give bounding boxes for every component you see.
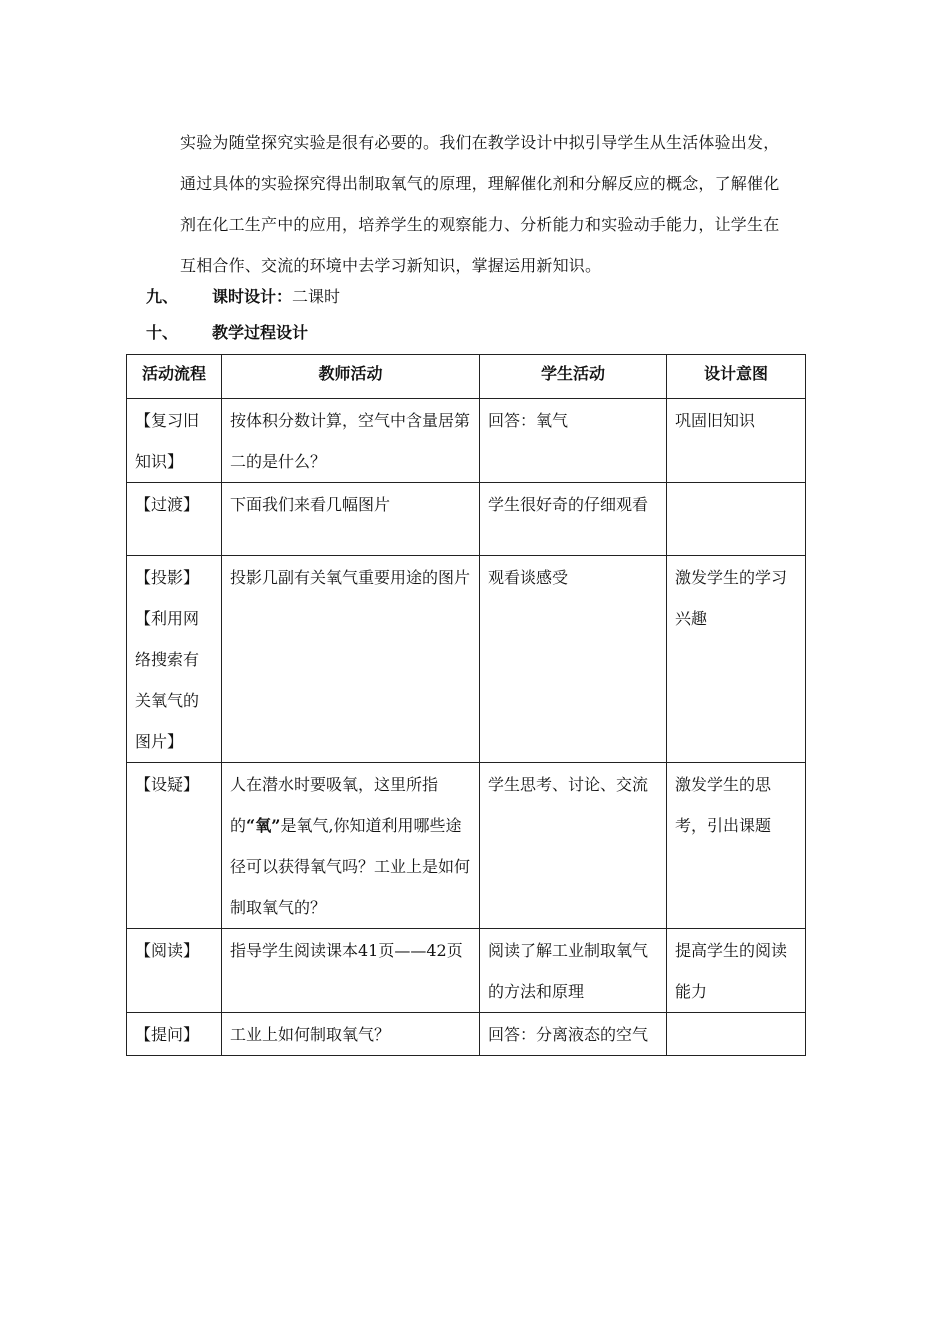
flow-cell [127,929,222,1013]
teacher-cell: 下面我们来看几幅图片 [222,483,480,556]
header-cell: 教师活动 [222,355,480,399]
header-cell: 设计意图 [667,355,806,399]
table-row [127,763,806,929]
table-row [127,556,806,763]
teacher-cell: 指导学生阅读课本41页——42页 [222,929,480,1013]
teacher-quote: “氧” [246,816,281,835]
flow-text: 【提问】 [135,1025,200,1044]
section-heading-nine [146,287,340,307]
flow-text: 知识】 [135,452,184,471]
table-row [127,483,806,556]
student-cell: 阅读了解工业制取氧气的方法和原理 [480,929,667,1013]
student-cell: 回答：分离液态的空气 [480,1013,667,1056]
intro-paragraph [180,122,820,286]
intent-cell [667,483,806,556]
intent-cell: 巩固旧知识 [667,399,806,483]
flow-text: 图片】 [135,732,184,751]
flow-text: 络搜索有 [135,650,200,669]
teacher-text: 人在潜水时要吸氧，这里所指的 [230,775,439,835]
table-row [127,399,806,483]
flow-cell [127,556,222,763]
intent-cell [667,1013,806,1056]
intro-line: 互相合作、交流的环境中去学习新知识，掌握运用新知识。 [180,256,602,275]
flow-text: 关氧气的 [135,691,200,710]
header-cell: 活动流程 [127,355,222,399]
intent-cell: 激发学生的思考，引出课题 [667,763,806,929]
intro-line: 通过具体的实验探究得出制取氧气的原理，理解催化剂和分解反应的概念，了解催化 [180,174,780,193]
teacher-cell: 工业上如何制取氧气？ [222,1013,480,1056]
student-cell: 观看谈感受 [480,556,667,763]
table-row [127,1013,806,1056]
teacher-cell: 按体积分数计算，空气中含量居第二的是什么？ [222,399,480,483]
flow-text: 【利用网 [135,609,200,628]
section-number: 九、 [146,287,179,306]
teacher-cell [222,763,480,929]
table-row [127,929,806,1013]
intent-cell: 激发学生的学习兴趣 [667,556,806,763]
section-heading-ten [146,323,308,343]
flow-cell [127,763,222,929]
teacher-cell: 投影几副有关氧气重要用途的图片 [222,556,480,763]
intent-cell: 提高学生的阅读能力 [667,929,806,1013]
flow-text: 【复习旧 [135,411,200,430]
section-value: 二课时 [292,287,341,306]
student-cell: 回答：氧气 [480,399,667,483]
flow-text: 【过渡】 [135,495,200,514]
flow-cell [127,483,222,556]
student-cell: 学生很好奇的仔细观看 [480,483,667,556]
flow-text: 【设疑】 [135,775,200,794]
flow-text: 【阅读】 [135,941,200,960]
intro-line: 实验为随堂探究实验是很有必要的。我们在教学设计中拟引导学生从生活体验出发， [180,133,780,152]
flow-cell [127,1013,222,1056]
teacher-text: 是氧气,你知道利用哪些途径可以获得氧气吗？工业上是如何制取氧气的？ [230,816,471,917]
teaching-process-table [126,354,806,1056]
flow-text: 【投影】 [135,568,200,587]
student-cell: 学生思考、讨论、交流 [480,763,667,929]
intro-line: 剂在化工生产中的应用，培养学生的观察能力、分析能力和实验动手能力，让学生在 [180,215,780,234]
table-header-row [127,355,806,399]
header-cell: 学生活动 [480,355,667,399]
section-label: 课时设计： [212,287,293,306]
section-number: 十、 [146,323,179,342]
flow-cell [127,399,222,483]
section-label: 教学过程设计 [212,323,309,342]
